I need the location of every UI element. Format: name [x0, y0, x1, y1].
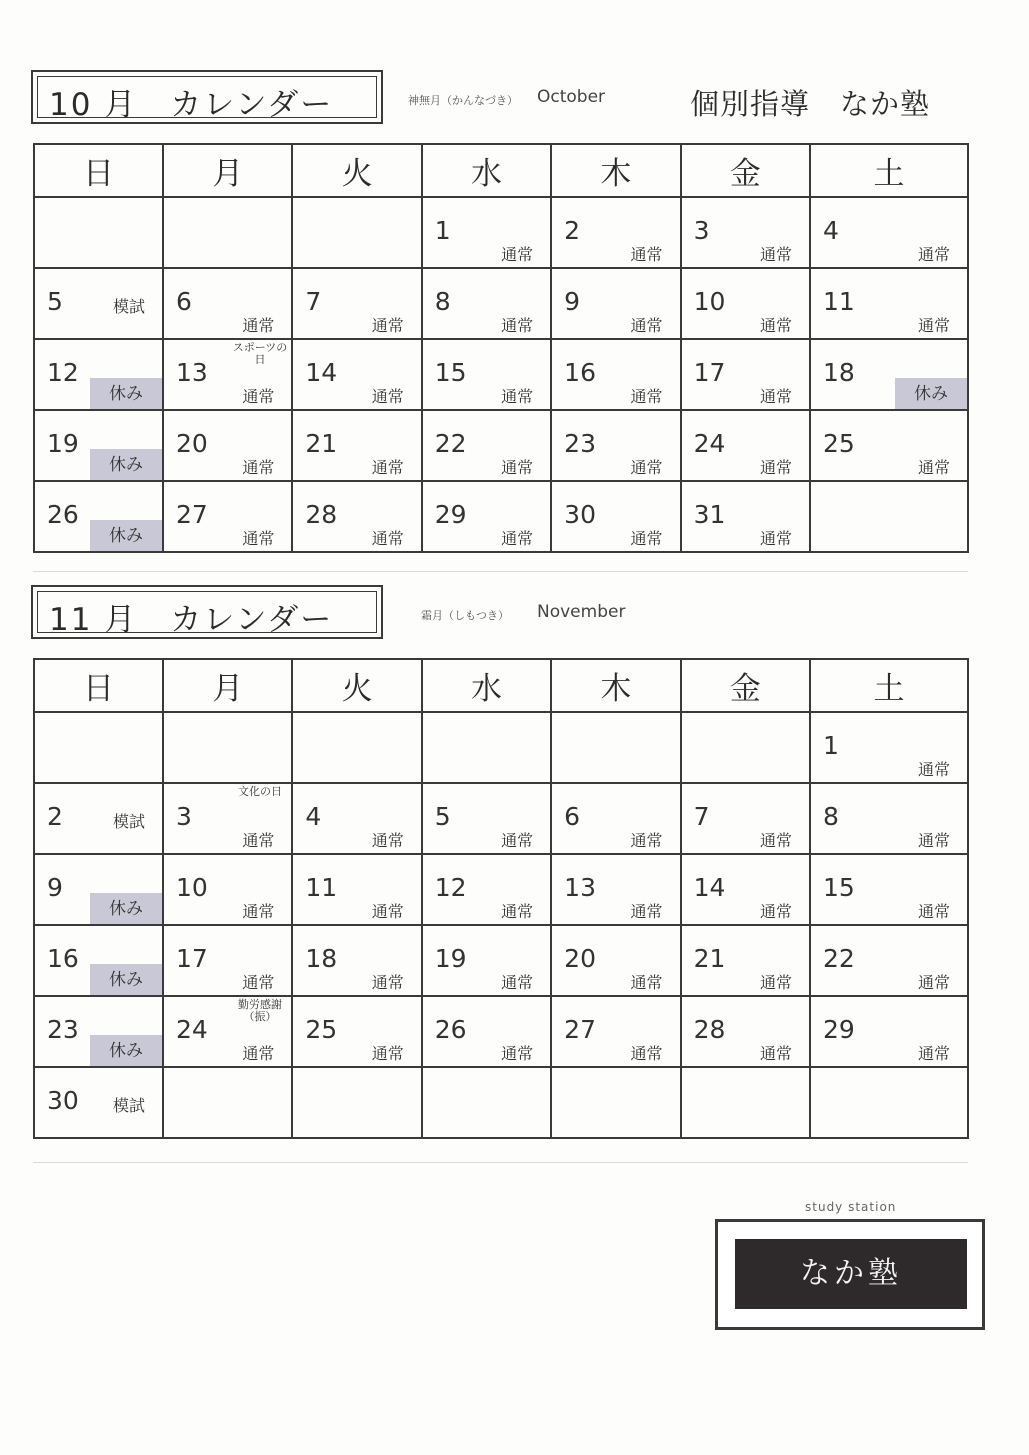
day-cell [810, 925, 968, 996]
regular-class-label: 通常 [759, 387, 792, 406]
section-divider [33, 571, 968, 572]
holiday-note: スポーツの日 [232, 341, 288, 366]
closed-day-label: 休み [90, 893, 162, 925]
regular-class-label: 通常 [242, 831, 275, 850]
day-cell [810, 339, 968, 410]
calendar-week-row [34, 925, 968, 996]
closed-day-label: 休み [90, 964, 162, 996]
day-number: 8 [823, 802, 839, 831]
regular-class-label: 通常 [501, 529, 534, 548]
november-title: 11 月 カレンダー [49, 602, 334, 638]
regular-class-label: 通常 [630, 1044, 663, 1063]
regular-class-label: 通常 [759, 973, 792, 992]
calendar-week-row [34, 481, 968, 552]
day-number: 18 [823, 358, 855, 387]
day-number: 3 [693, 216, 710, 245]
day-number: 25 [305, 1015, 338, 1044]
regular-class-label: 通常 [630, 902, 663, 921]
day-cell [163, 925, 292, 996]
regular-class-label: 通常 [371, 316, 404, 335]
day-cell [422, 783, 551, 854]
day-cell [681, 268, 810, 339]
day-cell [551, 925, 680, 996]
day-cell [681, 481, 810, 552]
day-cell [34, 339, 163, 410]
regular-class-label: 通常 [371, 458, 404, 477]
regular-class-label: 通常 [917, 760, 950, 779]
regular-class-label: 通常 [630, 529, 663, 548]
day-cell [34, 996, 163, 1067]
day-number: 31 [693, 500, 726, 529]
section-divider [33, 1162, 968, 1163]
regular-class-label: 通常 [501, 387, 534, 406]
calendar-week-row [34, 339, 968, 410]
day-number: 20 [564, 944, 596, 973]
day-number: 12 [47, 358, 79, 387]
day-number: 4 [823, 216, 839, 245]
november-title-box [31, 585, 383, 639]
regular-class-label: 通常 [371, 973, 404, 992]
day-cell [551, 268, 680, 339]
october-calendar [33, 143, 969, 553]
october-english-name: October [537, 87, 606, 107]
day-cell [810, 268, 968, 339]
day-cell [422, 339, 551, 410]
day-number: 22 [823, 944, 855, 973]
regular-class-label: 通常 [759, 316, 792, 335]
day-number: 10 [176, 873, 208, 902]
day-number: 28 [305, 500, 338, 529]
day-number: 11 [823, 287, 855, 316]
calendar-week-row [34, 410, 968, 481]
day-cell [292, 410, 421, 481]
day-cell [681, 854, 810, 925]
day-number: 28 [693, 1015, 726, 1044]
closed-day-label: 休み [90, 378, 162, 410]
day-cell [681, 339, 810, 410]
day-cell [810, 783, 968, 854]
november-kanji-name: 霜月（しもつき） [421, 609, 509, 622]
day-number: 24 [693, 429, 726, 458]
empty-day-cell [163, 1067, 292, 1138]
empty-day-cell [810, 1067, 968, 1138]
november-english-name: November [537, 602, 626, 622]
november-calendar [33, 658, 969, 1139]
empty-day-cell [681, 1067, 810, 1138]
closed-day-label: 休み [895, 378, 967, 410]
weekday-header: 火 [292, 144, 421, 197]
empty-day-cell [292, 712, 421, 783]
brand-logo [715, 1219, 985, 1330]
day-number: 15 [434, 358, 467, 387]
day-cell [292, 925, 421, 996]
day-number: 1 [434, 216, 451, 245]
brand-caption: study station [805, 1200, 897, 1214]
day-cell [681, 996, 810, 1067]
day-cell [34, 854, 163, 925]
holiday-note: 文化の日 [238, 785, 282, 798]
day-cell [422, 481, 551, 552]
regular-class-label: 通常 [242, 902, 275, 921]
day-number: 14 [305, 358, 338, 387]
day-number: 12 [434, 873, 467, 902]
regular-class-label: 通常 [501, 902, 534, 921]
empty-day-cell [422, 1067, 551, 1138]
day-cell [292, 481, 421, 552]
day-number: 5 [434, 802, 451, 831]
empty-day-cell [422, 712, 551, 783]
day-number: 9 [564, 287, 581, 316]
day-cell [422, 268, 551, 339]
day-cell [551, 996, 680, 1067]
empty-day-cell [34, 197, 163, 268]
day-number: 6 [564, 802, 581, 831]
day-cell [422, 925, 551, 996]
day-number: 14 [693, 873, 726, 902]
day-number: 2 [47, 802, 63, 831]
day-number: 15 [823, 873, 855, 902]
day-cell [681, 925, 810, 996]
calendar-week-row [34, 712, 968, 783]
empty-day-cell [163, 712, 292, 783]
day-cell [34, 481, 163, 552]
weekday-header: 日 [34, 659, 163, 712]
regular-class-label: 通常 [917, 316, 950, 335]
day-cell [292, 996, 421, 1067]
day-number: 10 [693, 287, 726, 316]
day-cell [422, 197, 551, 268]
regular-class-label: 通常 [630, 831, 663, 850]
weekday-header: 木 [551, 144, 680, 197]
regular-class-label: 通常 [371, 831, 404, 850]
mock-exam-label: 模試 [112, 1096, 145, 1115]
day-number: 20 [176, 429, 208, 458]
day-number: 29 [823, 1015, 855, 1044]
day-cell [681, 410, 810, 481]
day-cell [163, 854, 292, 925]
empty-day-cell [34, 712, 163, 783]
regular-class-label: 通常 [501, 831, 534, 850]
weekday-header: 木 [551, 659, 680, 712]
regular-class-label: 通常 [917, 831, 950, 850]
regular-class-label: 通常 [630, 387, 663, 406]
day-number: 27 [564, 1015, 596, 1044]
day-number: 30 [564, 500, 596, 529]
day-cell [681, 783, 810, 854]
day-cell [292, 783, 421, 854]
day-number: 4 [305, 802, 322, 831]
regular-class-label: 通常 [759, 902, 792, 921]
day-number: 30 [47, 1086, 79, 1115]
day-number: 7 [693, 802, 710, 831]
day-cell [34, 268, 163, 339]
day-number: 1 [823, 731, 839, 760]
day-number: 25 [823, 429, 855, 458]
day-number: 18 [305, 944, 338, 973]
october-title: 10 月 カレンダー [49, 87, 334, 123]
regular-class-label: 通常 [759, 1044, 792, 1063]
regular-class-label: 通常 [501, 245, 534, 264]
day-number: 26 [434, 1015, 467, 1044]
day-number: 26 [47, 500, 79, 529]
weekday-header: 金 [681, 144, 810, 197]
day-number: 29 [434, 500, 467, 529]
closed-day-label: 休み [90, 520, 162, 552]
day-number: 23 [47, 1015, 79, 1044]
regular-class-label: 通常 [759, 529, 792, 548]
calendar-week-row [34, 783, 968, 854]
regular-class-label: 通常 [630, 316, 663, 335]
regular-class-label: 通常 [501, 458, 534, 477]
day-number: 7 [305, 287, 322, 316]
day-cell [551, 481, 680, 552]
regular-class-label: 通常 [759, 831, 792, 850]
regular-class-label: 通常 [630, 245, 663, 264]
regular-class-label: 通常 [371, 529, 404, 548]
day-cell [163, 783, 292, 854]
day-cell [163, 410, 292, 481]
day-cell [810, 996, 968, 1067]
empty-day-cell [163, 197, 292, 268]
day-cell [810, 410, 968, 481]
regular-class-label: 通常 [371, 1044, 404, 1063]
day-number: 11 [305, 873, 338, 902]
day-number: 23 [564, 429, 596, 458]
day-cell [551, 339, 680, 410]
day-cell [810, 197, 968, 268]
day-cell [292, 268, 421, 339]
regular-class-label: 通常 [242, 387, 275, 406]
day-cell [163, 339, 292, 410]
day-number: 17 [693, 358, 726, 387]
mock-exam-label: 模試 [112, 812, 145, 831]
day-cell [34, 410, 163, 481]
regular-class-label: 通常 [917, 902, 950, 921]
day-cell [422, 996, 551, 1067]
day-cell [422, 410, 551, 481]
regular-class-label: 通常 [759, 458, 792, 477]
brand-name: なか塾 [735, 1239, 967, 1309]
day-number: 21 [693, 944, 726, 973]
day-cell [34, 1067, 163, 1138]
october-title-box [31, 70, 383, 124]
day-number: 13 [564, 873, 596, 902]
closed-day-label: 休み [90, 1035, 162, 1067]
weekday-header: 土 [810, 144, 968, 197]
day-number: 17 [176, 944, 208, 973]
day-cell [681, 197, 810, 268]
calendar-week-row [34, 996, 968, 1067]
regular-class-label: 通常 [242, 316, 275, 335]
day-cell [551, 410, 680, 481]
day-number: 3 [176, 802, 192, 831]
weekday-header: 水 [422, 144, 551, 197]
regular-class-label: 通常 [242, 529, 275, 548]
calendar-week-row [34, 854, 968, 925]
day-number: 24 [176, 1015, 208, 1044]
day-cell [810, 712, 968, 783]
empty-day-cell [292, 1067, 421, 1138]
regular-class-label: 通常 [371, 902, 404, 921]
regular-class-label: 通常 [501, 1044, 534, 1063]
empty-day-cell [292, 197, 421, 268]
regular-class-label: 通常 [501, 973, 534, 992]
day-cell [292, 339, 421, 410]
day-cell [551, 197, 680, 268]
empty-day-cell [551, 712, 680, 783]
day-number: 9 [47, 873, 63, 902]
weekday-header: 金 [681, 659, 810, 712]
mock-exam-label: 模試 [112, 297, 145, 316]
day-cell [422, 854, 551, 925]
weekday-header: 土 [810, 659, 968, 712]
weekday-header: 月 [163, 659, 292, 712]
regular-class-label: 通常 [759, 245, 792, 264]
day-number: 6 [176, 287, 192, 316]
day-cell [34, 783, 163, 854]
day-number: 16 [564, 358, 596, 387]
regular-class-label: 通常 [630, 973, 663, 992]
day-number: 19 [434, 944, 467, 973]
day-cell [292, 854, 421, 925]
day-number: 2 [564, 216, 581, 245]
day-cell [163, 481, 292, 552]
weekday-header: 火 [292, 659, 421, 712]
closed-day-label: 休み [90, 449, 162, 481]
weekday-header: 水 [422, 659, 551, 712]
regular-class-label: 通常 [917, 973, 950, 992]
day-number: 5 [47, 287, 63, 316]
empty-day-cell [681, 712, 810, 783]
day-cell [810, 854, 968, 925]
regular-class-label: 通常 [501, 316, 534, 335]
regular-class-label: 通常 [242, 1044, 275, 1063]
day-number: 27 [176, 500, 208, 529]
regular-class-label: 通常 [630, 458, 663, 477]
october-kanji-name: 神無月（かんなづき） [408, 94, 518, 107]
day-number: 16 [47, 944, 79, 973]
calendar-week-row [34, 197, 968, 268]
regular-class-label: 通常 [917, 1044, 950, 1063]
day-number: 13 [176, 358, 208, 387]
day-cell [163, 268, 292, 339]
day-cell [163, 996, 292, 1067]
regular-class-label: 通常 [371, 387, 404, 406]
calendar-week-row [34, 1067, 968, 1138]
empty-day-cell [551, 1067, 680, 1138]
day-number: 21 [305, 429, 338, 458]
day-cell [551, 854, 680, 925]
regular-class-label: 通常 [917, 458, 950, 477]
holiday-note: 勤労感謝（振） [238, 998, 282, 1023]
weekday-header: 日 [34, 144, 163, 197]
day-cell [34, 925, 163, 996]
regular-class-label: 通常 [917, 245, 950, 264]
school-name: 個別指導 なか塾 [690, 87, 931, 121]
empty-day-cell [810, 481, 968, 552]
day-number: 8 [434, 287, 451, 316]
weekday-header: 月 [163, 144, 292, 197]
day-number: 19 [47, 429, 79, 458]
regular-class-label: 通常 [242, 458, 275, 477]
day-number: 22 [434, 429, 467, 458]
regular-class-label: 通常 [242, 973, 275, 992]
calendar-week-row [34, 268, 968, 339]
day-cell [551, 783, 680, 854]
